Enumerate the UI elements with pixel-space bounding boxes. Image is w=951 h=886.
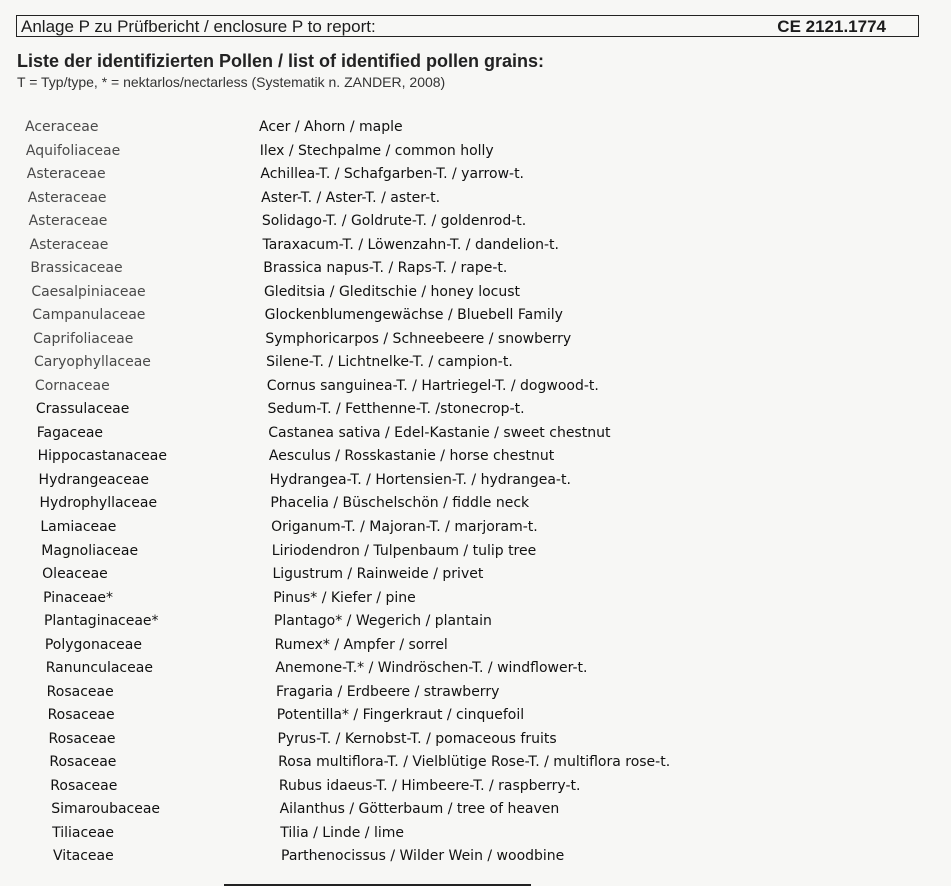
- list-item: [0, 166, 951, 189]
- pollen-name: Pyrus-T. / Kernobst-T. / pomaceous fruits: [277, 730, 557, 747]
- list-item: [0, 331, 951, 354]
- list-item: [0, 425, 951, 448]
- list-item: [0, 801, 951, 824]
- list-item: [0, 472, 951, 495]
- list-item: [0, 237, 951, 260]
- report-number: CE 2121.1774: [777, 17, 886, 36]
- pollen-name: Potentilla* / Fingerkraut / cinquefoil: [276, 707, 525, 724]
- family-name: Rosaceae: [49, 754, 117, 771]
- pollen-name: Taraxacum-T. / Löwenzahn-T. / dandelion-t.: [262, 236, 559, 253]
- list-item: [0, 825, 951, 848]
- pollen-name: Aster-T. / Aster-T. / aster-t.: [261, 189, 441, 206]
- family-name: Asteraceae: [29, 236, 109, 253]
- pollen-name: Sedum-T. / Fetthenne-T. /stonecrop-t.: [267, 401, 525, 418]
- pollen-name: Ilex / Stechpalme / common holly: [259, 142, 494, 159]
- family-name: Caprifoliaceae: [33, 330, 134, 347]
- pollen-name: Hydrangea-T. / Hortensien-T. / hydrangea-t.: [269, 471, 571, 488]
- pollen-name: Silene-T. / Lichtnelke-T. / campion-t.: [266, 354, 513, 371]
- family-name: Asteraceae: [26, 166, 106, 183]
- pollen-name: Glockenblumengewächse / Bluebell Family: [264, 307, 563, 324]
- header-title: Anlage P zu Prüfbericht / enclosure P to report:: [21, 17, 376, 36]
- family-name: Rosaceae: [48, 730, 116, 747]
- pollen-name: Cornus sanguinea-T. / Hartriegel-T. / dogwood-t.: [266, 377, 599, 394]
- list-item: [0, 566, 951, 589]
- list-item: [0, 260, 951, 283]
- family-name: Ranunculaceae: [45, 660, 153, 677]
- pollen-name: Plantago* / Wegerich / plantain: [273, 613, 492, 630]
- family-name: Oleaceae: [42, 566, 108, 583]
- pollen-name: Rumex* / Ampfer / sorrel: [274, 636, 448, 653]
- list-item: [0, 495, 951, 518]
- family-name: Brassicaceae: [30, 260, 123, 277]
- family-name: Plantaginaceae*: [43, 613, 159, 630]
- list-item: [0, 119, 951, 142]
- pollen-name: Liriodendron / Tulpenbaum / tulip tree: [271, 542, 537, 559]
- family-name: Rosaceae: [47, 707, 115, 724]
- family-name: Aceraceae: [25, 119, 99, 135]
- pollen-name: Ailanthus / Götterbaum / tree of heaven: [279, 801, 560, 818]
- family-name: Vitaceae: [53, 848, 114, 865]
- legend-note: T = Typ/type, * = nektarlos/nectarless (Systematik n. ZANDER, 2008): [17, 74, 446, 90]
- list-item: [0, 731, 951, 754]
- pollen-name: Aesculus / Rosskastanie / horse chestnut: [268, 448, 555, 465]
- list-item: [0, 143, 951, 166]
- list-item: [0, 519, 951, 542]
- list-item: [0, 448, 951, 471]
- list-item: [0, 754, 951, 777]
- family-name: Magnoliaceae: [41, 542, 139, 559]
- family-name: Campanulaceae: [32, 307, 146, 324]
- pollen-name: Solidago-T. / Goldrute-T. / goldenrod-t.: [261, 213, 527, 230]
- list-item: [0, 543, 951, 566]
- family-name: Polygonaceae: [44, 636, 142, 653]
- list-item: [0, 637, 951, 660]
- pollen-name: Anemone-T.* / Windröschen-T. / windflower-t.: [275, 660, 588, 677]
- family-name: Hydrophyllaceae: [39, 495, 158, 512]
- pollen-name: Castanea sativa / Edel-Kastanie / sweet chestnut: [268, 424, 611, 441]
- list-item: [0, 778, 951, 801]
- pollen-name: Ligustrum / Rainweide / privet: [272, 566, 484, 583]
- family-name: Pinaceae*: [43, 589, 114, 606]
- pollen-name: Rubus idaeus-T. / Himbeere-T. / raspberry-t.: [278, 777, 581, 794]
- family-name: Rosaceae: [50, 777, 118, 794]
- pollen-name: Brassica napus-T. / Raps-T. / rape-t.: [263, 260, 508, 277]
- list-item: [0, 613, 951, 636]
- pollen-name: Symphoricarpos / Schneebeere / snowberry: [265, 330, 572, 347]
- pollen-name: Pinus* / Kiefer / pine: [273, 589, 416, 606]
- family-name: Caesalpiniaceae: [31, 283, 146, 300]
- family-name: Fagaceae: [36, 424, 104, 441]
- pollen-name: Parthenocissus / Wilder Wein / woodbine: [281, 848, 565, 865]
- list-item: [0, 354, 951, 377]
- pollen-name: Achillea-T. / Schafgarben-T. / yarrow-t.: [260, 166, 525, 183]
- family-name: Asteraceae: [28, 213, 108, 230]
- pollen-name: Acer / Ahorn / maple: [259, 119, 403, 135]
- list-item: [0, 590, 951, 613]
- list-item: [0, 213, 951, 236]
- family-name: Caryophyllaceae: [34, 354, 151, 371]
- family-name: Crassulaceae: [35, 401, 130, 418]
- list-item: [0, 284, 951, 307]
- list-item: [0, 848, 951, 871]
- list-item: [0, 307, 951, 330]
- list-title: Liste der identifizierten Pollen / list of identified pollen grains:: [17, 51, 545, 71]
- list-item: [0, 660, 951, 683]
- family-name: Aquifoliaceae: [25, 142, 121, 159]
- family-name: Cornaceae: [34, 377, 110, 394]
- pollen-name: Rosa multiflora-T. / Vielblütige Rose-T. / multiflora rose-t.: [278, 754, 671, 771]
- list-item: [0, 190, 951, 213]
- family-name: Simaroubaceae: [51, 801, 161, 818]
- pollen-name: Gleditsia / Gleditschie / honey locust: [263, 283, 521, 300]
- family-name: Tiliaceae: [52, 824, 114, 841]
- pollen-name: Tilia / Linde / lime: [280, 824, 404, 841]
- list-item: [0, 401, 951, 424]
- family-name: Hydrangeaceae: [38, 471, 150, 488]
- family-name: Lamiaceae: [40, 519, 117, 535]
- list-item: [0, 684, 951, 707]
- list-item: [0, 707, 951, 730]
- pollen-name: Origanum-T. / Majoran-T. / marjoram-t.: [271, 519, 538, 535]
- family-name: Hippocastanaceae: [37, 448, 167, 465]
- family-name: Asteraceae: [27, 189, 107, 206]
- pollen-name: Fragaria / Erdbeere / strawberry: [276, 683, 500, 700]
- list-item: [0, 378, 951, 401]
- report-header: [16, 15, 919, 37]
- pollen-name: Phacelia / Büschelschön / fiddle neck: [270, 495, 530, 512]
- family-name: Rosaceae: [46, 683, 114, 700]
